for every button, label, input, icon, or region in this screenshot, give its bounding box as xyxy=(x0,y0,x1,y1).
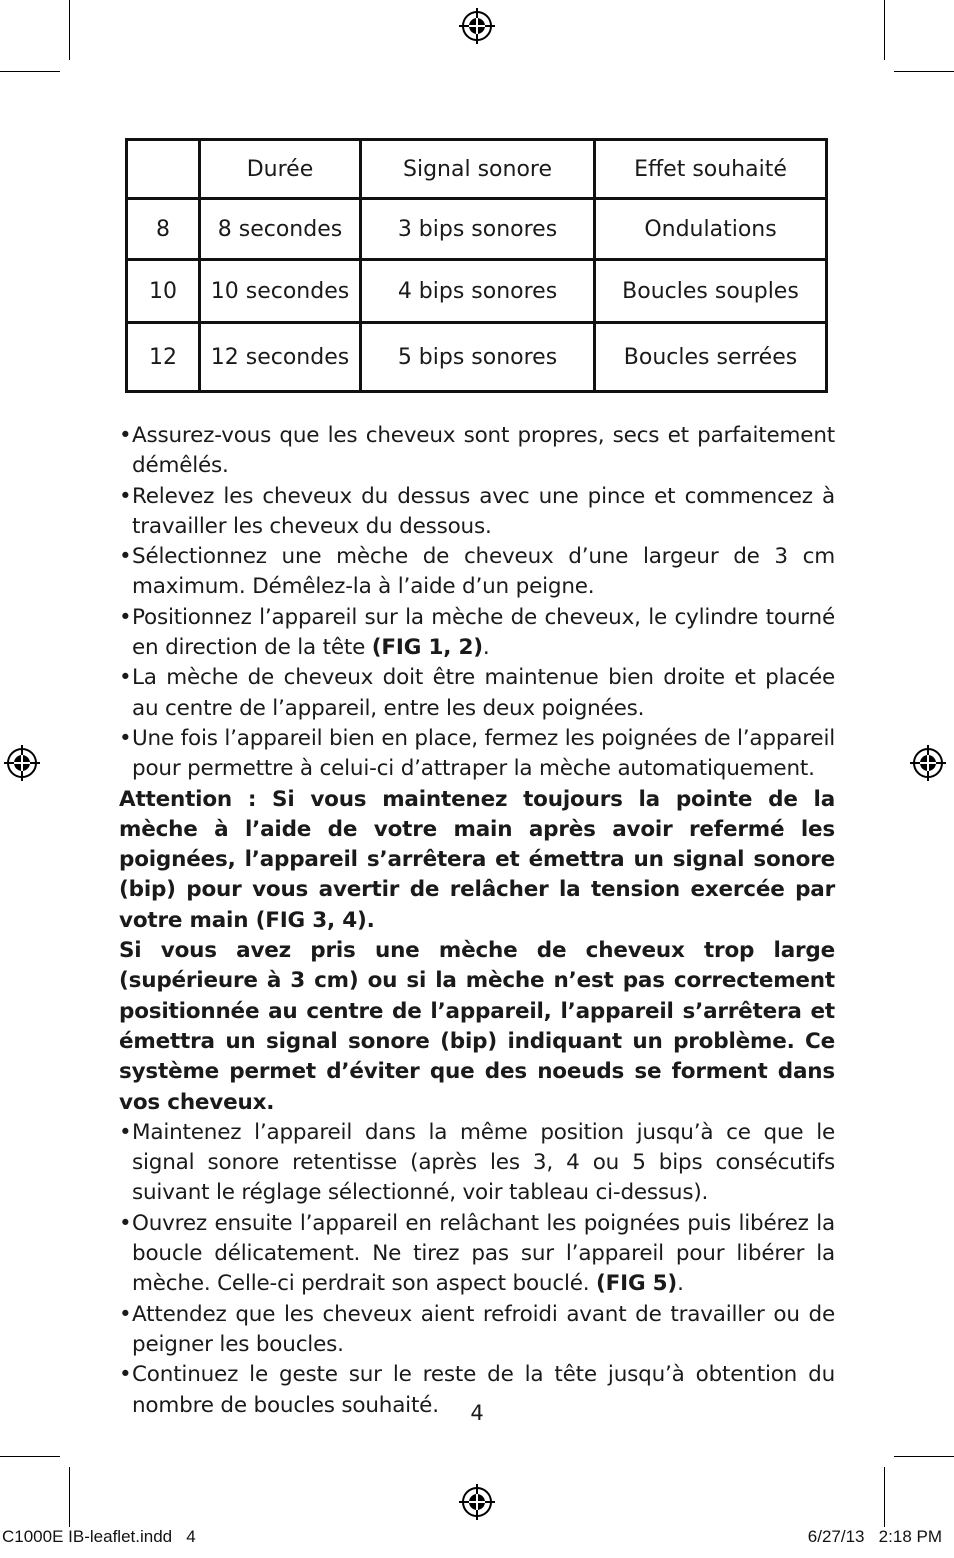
registration-mark-icon xyxy=(910,745,946,781)
registration-mark-icon xyxy=(459,1484,495,1520)
registration-mark-icon xyxy=(4,745,40,781)
page-number: 4 xyxy=(470,1401,484,1425)
slug-file-name: C1000E IB-leaflet.indd 4 xyxy=(2,1527,196,1546)
warning-paragraph: Attention : Si vous maintenez toujours la pointe de la mèche à l’aide de votre main après avoir refermé les poignées, l’appareil s’arrêtera et émettra un signal sonore (bip) pour vous avertir de relâcher la tension exercée par votre main (FIG 3, 4). xyxy=(119,786,835,933)
crop-mark xyxy=(69,0,70,60)
table-row xyxy=(127,260,827,323)
list-item xyxy=(119,603,835,664)
table-header-cell: Signal sonore xyxy=(361,140,595,199)
list-item: • Assurez-vous que les cheveux sont propres, secs et parfaitement démêlés. xyxy=(119,421,835,482)
slug-timestamp: 6/27/13 2:18 PM xyxy=(807,1527,942,1546)
list-item: • Relevez les cheveux du dessus avec une pince et commencez à travailler les cheveux du dessous. xyxy=(119,482,835,543)
instructions-body xyxy=(119,421,835,1421)
table-cell: Boucles serrées xyxy=(595,323,827,392)
table-cell: 8 xyxy=(127,199,200,260)
list-item: • Attendez que les cheveux aient refroidi avant de travailler ou de peigner les boucles. xyxy=(119,1300,835,1361)
table-row xyxy=(127,323,827,392)
crop-mark xyxy=(894,1456,954,1457)
crop-mark xyxy=(884,0,885,60)
figure-reference: (FIG 5) xyxy=(596,1271,678,1297)
warning-paragraph: Si vous avez pris une mèche de cheveux trop large (supérieure à 3 cm) ou si la mèche n’est pas correctement positionnée au centre de l’appareil, l’appareil s’arrêtera et émettra un signal sonore (bip) indiquant un problème. Ce système permet d’éviter que des noeuds se forment dans vos cheveux. xyxy=(119,938,835,1115)
list-item-text: . xyxy=(677,1271,684,1297)
table-cell: Ondulations xyxy=(595,199,827,260)
list-item xyxy=(119,1209,835,1300)
table-cell: Boucles souples xyxy=(595,260,827,323)
crop-mark xyxy=(69,1467,70,1527)
list-item-text: . xyxy=(482,635,490,661)
crop-mark xyxy=(894,71,954,72)
list-item: • Sélectionnez une mèche de cheveux d’une largeur de 3 cm maximum. Démêlez-la à l’aide d’un peigne. xyxy=(119,542,835,603)
list-item-text: Ouvrez ensuite l’appareil en relâchant les poignées puis libérez la boucle délicatement. Ne tirez pas sur l’appareil pour libérer la mèche. Celle-ci perdrait son aspect bouclé. xyxy=(132,1210,835,1297)
table-cell: 12 secondes xyxy=(200,323,361,392)
list-item: • Une fois l’appareil bien en place, fermez les poignées de l’appareil pour permettre à celui-ci d’attraper la mèche automatiquement. xyxy=(119,724,835,785)
crop-mark xyxy=(0,1456,60,1457)
table-cell: 12 xyxy=(127,323,200,392)
table-header-row xyxy=(127,140,827,199)
list-item: • Continuez le geste sur le reste de la tête jusqu’à obtention du nombre de boucles souhaité. xyxy=(119,1360,835,1421)
table-header-cell: Effet souhaité xyxy=(595,140,827,199)
settings-table xyxy=(125,138,828,393)
table-row xyxy=(127,199,827,260)
table-cell: 5 bips sonores xyxy=(361,323,595,392)
crop-mark xyxy=(884,1467,885,1527)
list-item: • La mèche de cheveux doit être maintenue bien droite et placée au centre de l’appareil, entre les deux poignées. xyxy=(119,663,835,724)
table-cell: 4 bips sonores xyxy=(361,260,595,323)
table-cell: 10 xyxy=(127,260,200,323)
figure-reference: (FIG 1, 2) xyxy=(371,635,483,661)
table-header-cell: Durée xyxy=(200,140,361,199)
list-item-text: Positionnez l’appareil sur la mèche de cheveux, le cylindre tourné en direction de la tête xyxy=(132,604,835,661)
crop-mark xyxy=(0,71,60,72)
table-cell: 10 secondes xyxy=(200,260,361,323)
registration-mark-icon xyxy=(459,8,495,44)
table-cell: 3 bips sonores xyxy=(361,199,595,260)
table-cell: 8 secondes xyxy=(200,199,361,260)
table-header-cell xyxy=(127,140,200,199)
list-item: • Maintenez l’appareil dans la même position jusqu’à ce que le signal sonore retentisse (après les 3, 4 ou 5 bips consécutifs suivant le réglage sélectionné, voir tableau ci-dessus). xyxy=(119,1118,835,1209)
